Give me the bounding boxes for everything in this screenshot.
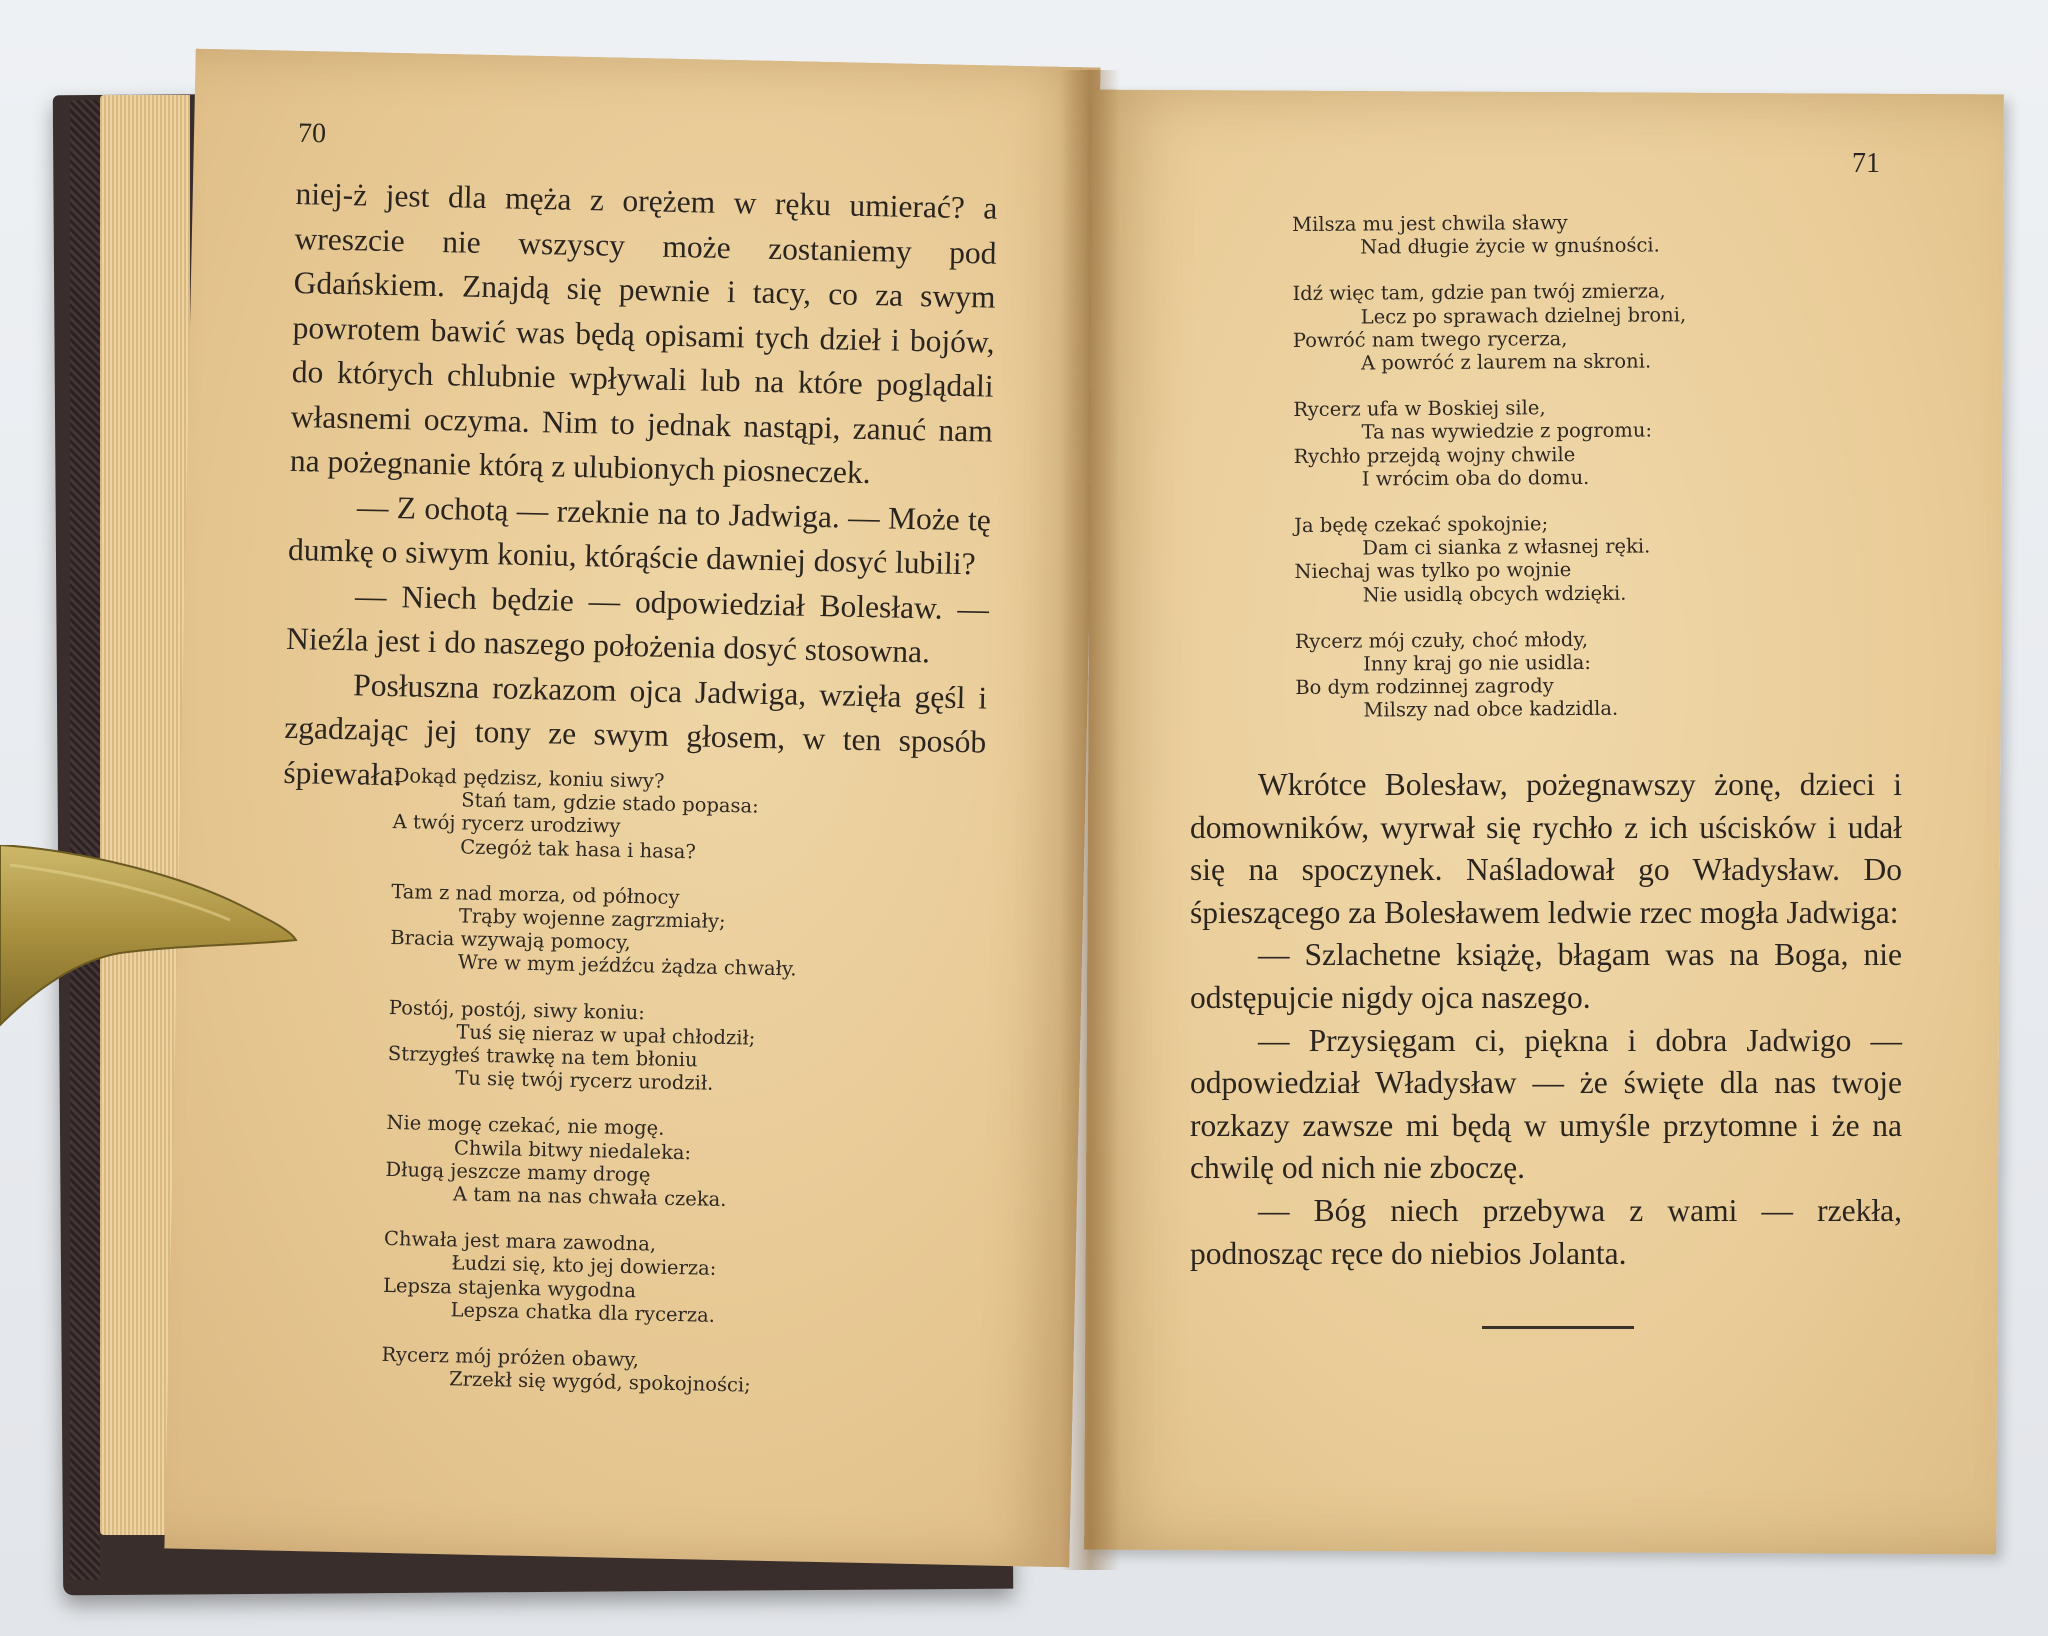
paragraph: — Z ochotą — rzeknie na to Jadwiga. — Może tę dumkę o siwym koniu, którąście dawniej dosyć lubili? bbox=[287, 488, 992, 582]
verse-line: Postój, postój, siwy koniu: bbox=[388, 995, 646, 1024]
paragraph: — Przysięgam ci, piękna i dobra Jadwigo — odpowiedział Władysław — że święte dla nas twoje rozkazy zawsze mi będą w umyśle przytomne i że na chwilę od nich nie zboczę. bbox=[1190, 1022, 1902, 1186]
stanza bbox=[1294, 511, 1688, 607]
paragraph: — Niech będzie — odpowiedział Bolesław. — Nieźla jest i do naszego położenia dosyć stosowna. bbox=[285, 577, 990, 670]
verse-line: Dokąd pędzisz, koniu siwy? bbox=[393, 764, 665, 793]
verse-line: Rycerz ufa w Boskiej sile, bbox=[1293, 396, 1546, 422]
stanza bbox=[385, 1111, 794, 1212]
left-page-prose bbox=[283, 172, 998, 810]
stanza bbox=[390, 880, 799, 981]
paragraph: — Szlachetne książę, błagam was na Boga, nie odstępujcie nigdy ojca naszego. bbox=[1190, 937, 1902, 1015]
section-end-rule bbox=[1482, 1326, 1634, 1329]
verse-line: Idź więc tam, gdzie pan twój zmierza, bbox=[1292, 279, 1666, 306]
verse-line: Trąby wojenne zagrzmiały; bbox=[458, 904, 726, 933]
verse-line: Niechaj was tylko po wojnie bbox=[1294, 558, 1572, 584]
stanza bbox=[387, 996, 796, 1097]
stanza bbox=[381, 1343, 789, 1398]
paragraph: Wkrótce Bolesław, pożegnawszy żonę, dzieci i domowników, wyrwał się rychło z ich uścisków i udał się na spoczynek. Naśladował go Władysław. Do śpieszącego za Bolesławem ledwie rzec mogła Jadwiga: bbox=[1190, 767, 1902, 930]
verse-line: Długą jeszcze mamy drogę bbox=[385, 1157, 651, 1187]
verse-line: Chwała jest mara zawodna, bbox=[383, 1227, 657, 1256]
right-page-poem bbox=[1292, 210, 1689, 745]
verse-line: Powróć nam twego rycerza, bbox=[1292, 326, 1568, 352]
paragraph: niej-ż jest dla męża z orężem w ręku umierać? a wreszcie nie wszyscy może zostaniemy pod Gdańskiem. Znajdą się pewnie i tacy, co za swym powrotem bawić was będą opisami tych dzieł i bojów, do których chlubnie wpływali lub na które poglądali własnemi oczyma. Nim to jednak nastąpi, zanuć nam na pożegnanie którą z ulubionych piosneczek. bbox=[289, 175, 998, 491]
verse-line: Ja będę czekać spokojnie; bbox=[1294, 512, 1549, 538]
verse-line: Milszy nad obce kadzidla. bbox=[1363, 697, 1619, 722]
stanza bbox=[1295, 627, 1689, 723]
page-number-left: 70 bbox=[297, 117, 327, 150]
verse-line: Tu się twój rycerz urodził. bbox=[455, 1066, 714, 1095]
stanza bbox=[392, 764, 801, 865]
paragraph: — Bóg niech przebywa z wami — rzekła, podnosząc ręce do niebios Jolanta. bbox=[1190, 1192, 1902, 1271]
verse-line: Czegóż tak hasa i hasa? bbox=[460, 835, 697, 863]
verse-line: Bo dym rodzinnej zagrody bbox=[1295, 674, 1554, 700]
verse-line: Chwila bitwy niedaleka: bbox=[453, 1135, 692, 1164]
verse-line: I wrócim oba do domu. bbox=[1361, 465, 1590, 491]
verse-line: Tuś się nieraz w upał chłodził; bbox=[456, 1020, 756, 1050]
verse-line: A powróć z laurem na skroni. bbox=[1360, 349, 1652, 375]
verse-line: Nad długie życie w gnuśności. bbox=[1360, 233, 1660, 259]
stanza bbox=[382, 1227, 791, 1328]
page-number-right: 71 bbox=[1852, 148, 1880, 179]
stanza bbox=[1292, 210, 1686, 259]
right-page-prose bbox=[1190, 764, 1902, 1275]
verse-line: Rychło przejdą wojny chwile bbox=[1293, 442, 1576, 468]
verse-line: Rycerz mój czuły, choć młody, bbox=[1294, 627, 1589, 653]
verse-line: A twój rycerz urodziwy bbox=[392, 810, 621, 839]
book-spine-edge bbox=[70, 100, 100, 1580]
verse-line: Lepsza chatka dla rycerza. bbox=[450, 1298, 716, 1327]
verse-line: Stań tam, gdzie stado popasa: bbox=[461, 788, 760, 818]
left-page-poem bbox=[380, 764, 800, 1421]
verse-line: A tam na nas chwała czeka. bbox=[452, 1182, 727, 1212]
brass-bookmark bbox=[0, 845, 310, 1045]
verse-line: Nie usidlą obcych wdzięki. bbox=[1362, 581, 1627, 607]
verse-line: Rycerz mój próżen obawy, bbox=[381, 1342, 640, 1372]
verse-line: Łudzi się, kto jej dowierza: bbox=[451, 1251, 717, 1281]
verse-line: Nie mogę czekać, nie mogę. bbox=[386, 1111, 665, 1141]
stanza bbox=[1292, 280, 1686, 376]
stanza bbox=[1293, 395, 1687, 491]
verse-line: Lecz po sprawach dzielnej broni, bbox=[1360, 302, 1687, 329]
verse-line: Inny kraj go nie usidla: bbox=[1363, 650, 1591, 676]
verse-line: Lepsza stajenka wygodna bbox=[382, 1273, 637, 1302]
verse-line: Zrzekł się wygód, spokojności; bbox=[448, 1367, 751, 1397]
verse-line: Strzygłeś trawkę na tem błoniu bbox=[387, 1041, 698, 1072]
verse-line: Wre w mym jeźdźcu żądza chwały. bbox=[457, 950, 797, 981]
verse-line: Tam z nad morza, od północy bbox=[391, 879, 680, 909]
verse-line: Dam ci sianka z własnej ręki. bbox=[1362, 534, 1651, 560]
verse-line: Ta nas wywiedzie z pogromu: bbox=[1361, 418, 1653, 444]
verse-line: Bracia wzywają pomocy, bbox=[390, 926, 631, 955]
book-gutter bbox=[1060, 70, 1120, 1570]
verse-line: Milsza mu jest chwila sławy bbox=[1292, 211, 1568, 236]
paragraph: Posłuszna rozkazom ojca Jadwiga, wzięła gęśl i zgadzając jej tony ze swym głosem, w ten sposób śpiewała: bbox=[283, 666, 988, 792]
